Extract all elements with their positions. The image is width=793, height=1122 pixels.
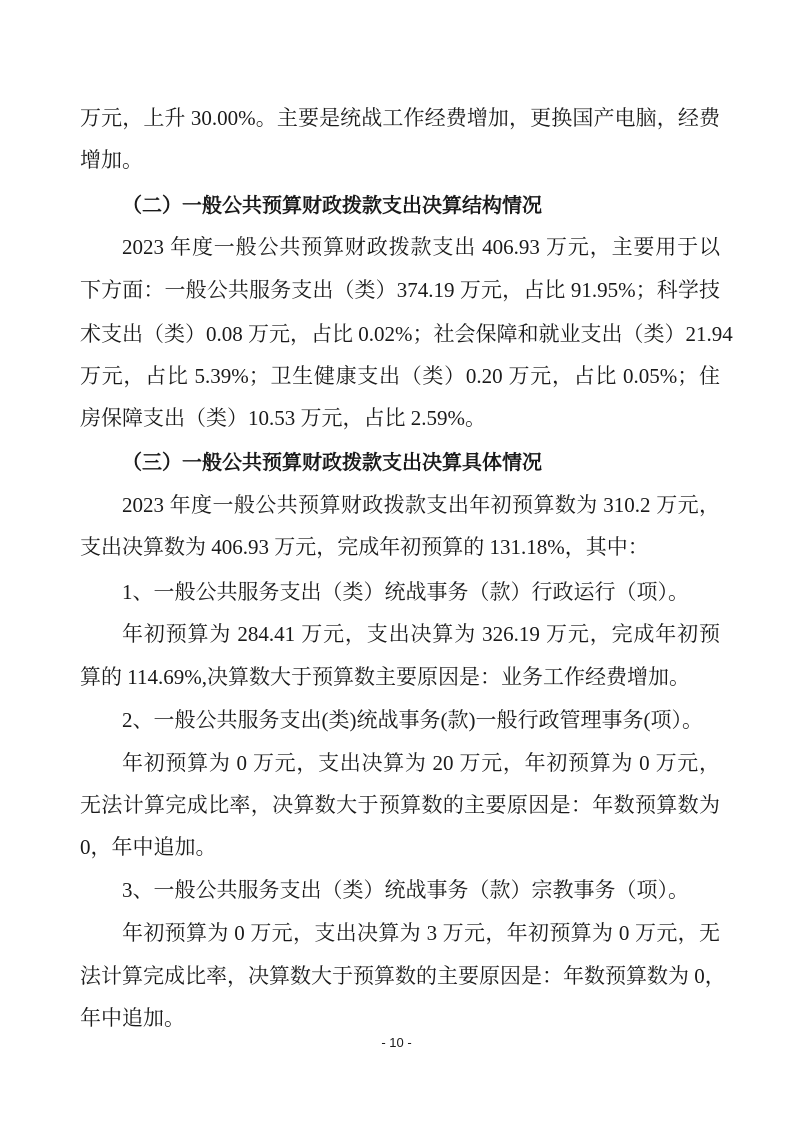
paragraph-line: 年初预算为 0 万元，支出决算为 20 万元，年初预算为 0 万元， — [122, 751, 720, 775]
paragraph-line: 无法计算完成比率，决算数大于预算数的主要原因是：年数预算数为 — [80, 793, 720, 817]
paragraph-line: 术支出（类）0.08 万元，占比 0.02%；社会保障和就业支出（类）21.94 — [80, 322, 733, 346]
paragraph-line: 算的 114.69%,决算数大于预算数主要原因是：业务工作经费增加。 — [80, 665, 690, 689]
paragraph-line: 万元，占比 5.39%；卫生健康支出（类）0.20 万元，占比 0.05%；住 — [80, 364, 720, 388]
paragraph-line: 年初预算为 0 万元，支出决算为 3 万元，年初预算为 0 万元，无 — [122, 921, 720, 945]
paragraph-line: 年初预算为 284.41 万元，支出决算为 326.19 万元，完成年初预 — [122, 622, 720, 646]
paragraph-line: 下方面：一般公共服务支出（类）374.19 万元，占比 91.95%；科学技 — [80, 278, 720, 302]
paragraph-line: 3、一般公共服务支出（类）统战事务（款）宗教事务（项）。 — [122, 878, 689, 902]
paragraph-line: 万元，上升 30.00%。主要是统战工作经费增加，更换国产电脑，经费 — [80, 106, 720, 130]
paragraph-line: 2023 年度一般公共预算财政拨款支出 406.93 万元，主要用于以 — [122, 235, 720, 259]
paragraph-line: 1、一般公共服务支出（类）统战事务（款）行政运行（项）。 — [122, 580, 689, 604]
page-number: - 10 - — [381, 1035, 412, 1050]
paragraph-line: 2、一般公共服务支出(类)统战事务(款)一般行政管理事务(项）。 — [122, 708, 703, 732]
paragraph-line: 房保障支出（类）10.53 万元，占比 2.59%。 — [80, 406, 486, 430]
paragraph-line: 支出决算数为 406.93 万元，完成年初预算的 131.18%，其中： — [80, 535, 649, 559]
paragraph-line: 0，年中追加。 — [80, 835, 217, 859]
paragraph-line: 法计算完成比率，决算数大于预算数的主要原因是：年数预算数为 0， — [80, 964, 726, 988]
paragraph-line: 2023 年度一般公共预算财政拨款支出年初预算数为 310.2 万元， — [122, 493, 720, 517]
section-heading: （二）一般公共预算财政拨款支出决算结构情况 — [122, 193, 542, 217]
paragraph-line: 增加。 — [80, 148, 143, 172]
section-heading: （三）一般公共预算财政拨款支出决算具体情况 — [122, 450, 542, 474]
paragraph-line: 年中追加。 — [80, 1006, 185, 1030]
